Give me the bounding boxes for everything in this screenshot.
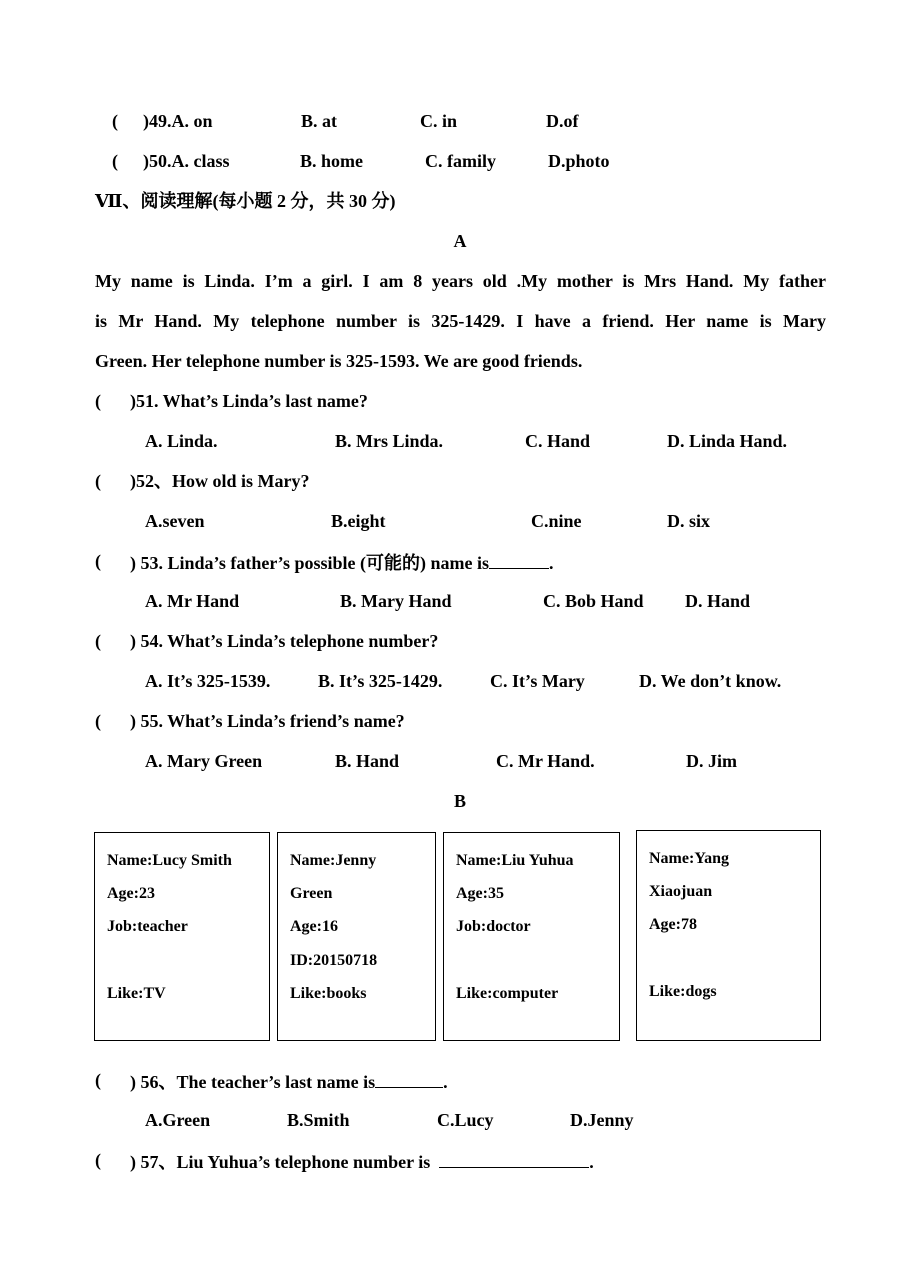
card-like: Like:TV — [107, 985, 166, 1002]
period: . — [443, 1072, 448, 1092]
q55-option-a: A. Mary Green — [145, 751, 263, 771]
q56-option-d: D.Jenny — [570, 1110, 634, 1130]
answer-paren: ( — [112, 111, 118, 131]
option-d: D.of — [546, 111, 579, 131]
q53-option-a: A. Mr Hand — [145, 591, 240, 611]
card-name-cont: Xiaojuan — [649, 883, 713, 900]
card-name: Name:Lucy Smith — [107, 852, 232, 869]
q51-option-a: A. Linda. — [145, 431, 218, 451]
option-c: C. family — [425, 151, 496, 171]
answer-paren: ( — [95, 551, 101, 571]
card-like: Like:books — [290, 985, 367, 1002]
card-id: ID:20150718 — [290, 952, 378, 969]
q56-stem-text: ) 56、The teacher’s last name is — [130, 1072, 376, 1092]
q51-option-d: D. Linda Hand. — [667, 431, 788, 451]
q51-option-c: C. Hand — [525, 431, 591, 451]
period: . — [549, 553, 554, 573]
card-name-cont: Green — [290, 885, 333, 902]
option-b: B. home — [300, 151, 363, 171]
q53-stem-text: ) 53. Linda’s father’s possible (可能的) name is — [130, 553, 489, 573]
passage-line-3: Green. Her telephone number is 325-1593. We are good friends. — [95, 351, 583, 371]
q56-option-c: C.Lucy — [437, 1110, 494, 1130]
info-card-4 — [636, 830, 821, 1041]
period: . — [589, 1152, 594, 1172]
answer-blank[interactable] — [489, 550, 549, 569]
answer-blank[interactable] — [439, 1149, 589, 1168]
card-job: Job:teacher — [107, 918, 188, 935]
card-age: Age:16 — [290, 918, 338, 935]
q52-option-d: D. six — [667, 511, 711, 531]
card-age: Age:78 — [649, 916, 697, 933]
q55-option-d: D. Jim — [686, 751, 737, 771]
card-job: Job:doctor — [456, 918, 531, 935]
option-a: )50.A. class — [143, 151, 230, 171]
answer-paren: ( — [95, 391, 101, 411]
q52-option-b: B.eight — [331, 511, 386, 531]
option-b: B. at — [301, 111, 337, 131]
q53-option-b: B. Mary Hand — [340, 591, 452, 611]
section-title: Ⅶ、阅读理解(每小题 2 分，共 30 分) — [95, 191, 396, 211]
q51-option-b: B. Mrs Linda. — [335, 431, 444, 451]
card-like: Like:dogs — [649, 983, 717, 1000]
part-b-heading: B — [453, 791, 466, 811]
q57-stem-text: ) 57、Liu Yuhua’s telephone number is — [130, 1152, 431, 1172]
info-card-2 — [277, 832, 436, 1041]
card-age: Age:35 — [456, 885, 504, 902]
option-c: C. in — [420, 111, 458, 131]
q55-option-c: C. Mr Hand. — [496, 751, 595, 771]
q54-option-a: A. It’s 325-1539. — [145, 671, 271, 691]
card-name: Name:Yang — [649, 850, 729, 867]
question-51-stem: )51. What’s Linda’s last name? — [130, 391, 368, 411]
q53-option-c: C. Bob Hand — [543, 591, 644, 611]
passage-line-1: My name is Linda. I’m a girl. I am 8 years old .My mother is Mrs Hand. My father — [95, 271, 826, 291]
q54-option-b: B. It’s 325-1429. — [318, 671, 443, 691]
answer-paren: ( — [95, 631, 101, 651]
answer-blank[interactable] — [375, 1069, 443, 1088]
answer-paren: ( — [95, 711, 101, 731]
card-name: Name:Liu Yuhua — [456, 852, 574, 869]
q52-option-a: A.seven — [145, 511, 205, 531]
passage-line-2: is Mr Hand. My telephone number is 325-1429. I have a friend. Her name is Mary — [95, 311, 826, 331]
answer-paren: ( — [95, 471, 101, 491]
card-like: Like:computer — [456, 985, 559, 1002]
q54-option-c: C. It’s Mary — [490, 671, 585, 691]
answer-paren: ( — [112, 151, 118, 171]
q56-option-a: A.Green — [145, 1110, 211, 1130]
question-57-stem — [130, 1149, 594, 1173]
q56-option-b: B.Smith — [287, 1110, 350, 1130]
q54-option-d: D. We don’t know. — [639, 671, 782, 691]
part-a-heading: A — [453, 231, 467, 251]
question-54-stem: ) 54. What’s Linda’s telephone number? — [130, 631, 439, 651]
option-a: )49.A. on — [143, 111, 213, 131]
option-d: D.photo — [548, 151, 610, 171]
question-52-stem: )52、How old is Mary? — [130, 471, 310, 491]
answer-paren: ( — [95, 1070, 101, 1090]
q55-option-b: B. Hand — [335, 751, 400, 771]
question-56-stem — [130, 1069, 448, 1093]
card-name: Name:Jenny — [290, 852, 377, 869]
question-53-stem — [130, 550, 554, 574]
question-55-stem: ) 55. What’s Linda’s friend’s name? — [130, 711, 405, 731]
info-card-1 — [94, 832, 270, 1041]
card-age: Age:23 — [107, 885, 155, 902]
info-card-3 — [443, 832, 620, 1041]
answer-paren: ( — [95, 1150, 101, 1170]
q53-option-d: D. Hand — [685, 591, 751, 611]
q52-option-c: C.nine — [531, 511, 582, 531]
